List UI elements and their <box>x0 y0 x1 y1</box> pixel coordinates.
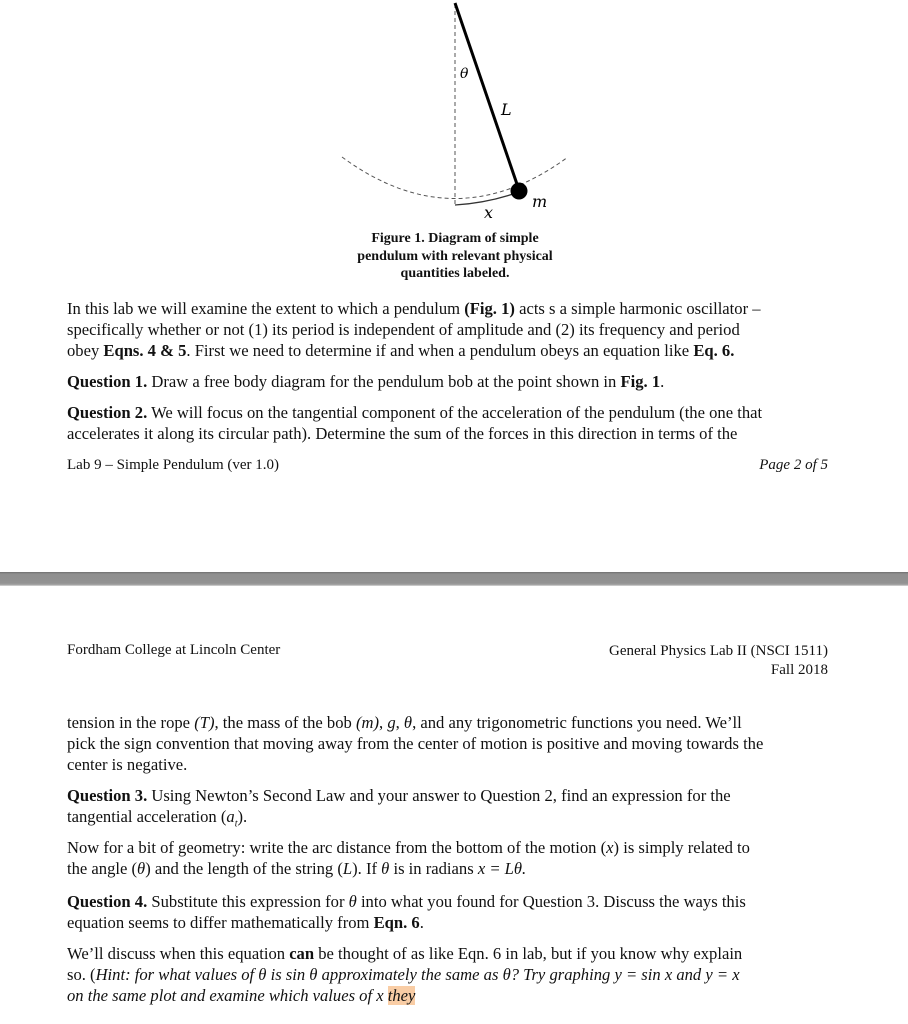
question-3-label: Question 3. <box>67 786 148 805</box>
header-institution: Fordham College at Lincoln Center <box>67 642 281 658</box>
theta-label: θ <box>460 66 469 82</box>
discussion-paragraph: We’ll discuss when this equation can be thought of as like Eqn. 6 in lab, but if you know why explain so. (Hint: for what values of θ is sin θ approximately the same as θ? Try graphing y = sin x and y = x on the same plot and examine which values of x they <box>67 944 743 1005</box>
pendulum-diagram <box>320 0 600 225</box>
question-2: Question 2. We will focus on the tangential component of the acceleration of the pendulum (the one that accelerates it along its circular path). Determine the sum of the forces in this direction in terms of the <box>67 403 763 443</box>
pendulum-rod <box>455 3 519 190</box>
intro-paragraph: In this lab we will examine the extent to which a pendulum (Fig. 1) acts s a simple harmonic oscillator – specifically whether or not (1) its period is independent of amplitude and (2) its frequency and period obey Eqns. 4 & 5. First we need to determine if and when a pendulum obeys an equation like Eq. 6. <box>67 299 761 360</box>
figure-caption: Figure 1. Diagram of simple pendulum with relevant physical quantities labeled. <box>357 231 553 281</box>
length-label: L <box>501 100 512 119</box>
arc-label: x <box>484 203 494 222</box>
question-2-label: Question 2. <box>67 403 148 422</box>
page-separator <box>0 572 908 586</box>
question-3: Question 3. Using Newton’s Second Law and your answer to Question 2, find an expression for the tangential acceleration $(a_t)$. <box>67 786 731 830</box>
pendulum-bob <box>511 183 528 200</box>
question-4: Question 4. Substitute this expression for θ into what you found for Question 3. Discuss the ways this equation seems to differ mathematically from Eqn. 6. <box>67 892 746 932</box>
mass-label: m <box>532 192 548 211</box>
question-1: Question 1. Draw a free body diagram for the pendulum bob at the point shown in Fig. 1. <box>67 372 665 391</box>
question-1-label: Question 1. <box>67 372 148 391</box>
geometry-paragraph: Now for a bit of geometry: write the arc distance from the bottom of the motion (x) is simply related to the angle (θ) and the length of the string (L). If θ is in radians x = Lθ. <box>67 838 750 878</box>
footer-lab-title: Lab 9 – Simple Pendulum (ver 1.0) <box>67 457 280 473</box>
question-4-label: Question 4. <box>67 892 148 911</box>
document-page-3 <box>0 586 908 1024</box>
continuation-paragraph: tension in the rope (T), the mass of the bob (m), g, θ, and any trigonometric functions you need. We’ll pick the sign convention that moving away from the center of motion is positive and moving towards the center is negative. <box>67 713 764 774</box>
highlighted-text[interactable]: they <box>387 986 416 1005</box>
header-course: General Physics Lab II (NSCI 1511) Fall 2018 <box>609 643 828 678</box>
footer-page-number: Page 2 of 5 <box>759 457 828 473</box>
